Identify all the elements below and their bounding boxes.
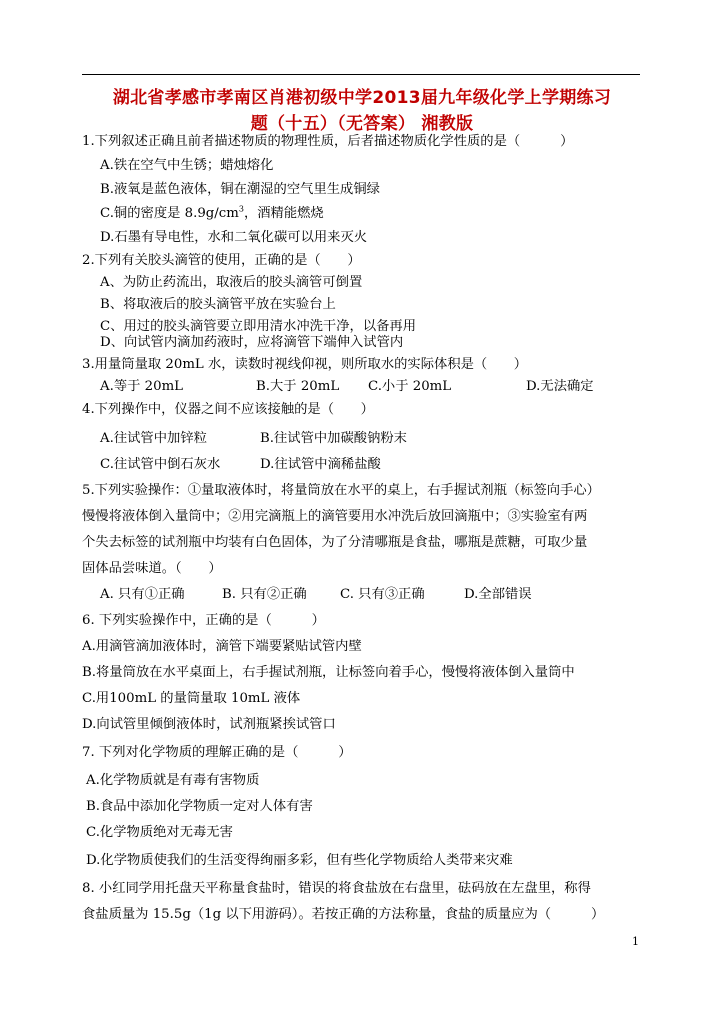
q3-option-b: B.大于 20mL [256,379,340,394]
q3-option-d: D.无法确定 [526,379,594,394]
q6-option-b: B.将量筒放在水平桌面上，右手握试剂瓶，让标签向着手心，慢慢将液体倒入量筒中 [82,665,575,680]
q7-option-d: D.化学物质使我们的生活变得绚丽多彩，但有些化学物质给人类带来灾难 [86,853,513,868]
q1-option-c-post: ，酒精能燃烧 [243,206,324,221]
q1-option-d: D.石墨有导电性，水和二氧化碳可以用来灭火 [100,230,368,245]
q8-line2: 食盐质量为 15.5g（1g 以下用游码）。若按正确的方法称量，食盐的质量应为（ ） [82,907,605,922]
q5-line2: 慢慢将液体倒入量筒中；②用完滴瓶上的滴管要用水冲洗后放回滴瓶中；③实验室有两 [82,509,588,524]
q4-option-b: B.往试管中加碳酸钠粉末 [260,431,407,446]
q2-option-a: A、为防止药流出，取液后的胶头滴管可倒置 [100,275,363,290]
document-title-line2: 题（十五）（无答案） 湘教版 [250,114,474,134]
q3-option-a: A.等于 20mL [100,379,184,394]
q1-stem: 1.下列叙述正确且前者描述物质的物理性质，后者描述物质化学性质的是（ ） [82,134,574,149]
q4-stem: 4.下列操作中，仪器之间不应该接触的是（ ） [82,402,374,417]
q1-option-c-pre: C.铜的密度是 8.9g/cm [100,206,239,221]
q5-line4: 固体品尝味道。（ ） [82,561,222,576]
q2-option-b: B、将取液后的胶头滴管平放在实验台上 [100,297,336,312]
q2-stem: 2.下列有关胶头滴管的使用，正确的是（ ） [82,253,361,268]
q1-option-b: B.液氧是蓝色液体，铜在潮湿的空气里生成铜绿 [100,182,380,197]
q1-option-a: A.铁在空气中生锈；蜡烛熔化 [100,158,274,173]
q5-option-c: C. 只有③正确 [340,587,425,602]
q6-option-c: C.用100mL 的量筒量取 10mL 液体 [82,691,301,706]
q4-option-a: A.往试管中加锌粒 [100,431,207,446]
q1-option-c [100,205,324,223]
q7-stem: 7. 下列对化学物质的理解正确的是（ ） [82,745,352,760]
q7-option-a: A.化学物质就是有毒有害物质 [86,773,260,788]
q5-option-d: D.全部错误 [464,587,532,602]
page-number: 1 [632,935,639,948]
header-rule [82,74,640,75]
q3-stem: 3.用量筒量取 20mL 水，读数时视线仰视，则所取水的实际体积是（ ） [82,357,528,372]
q6-option-d: D.向试管里倾倒液体时，试剂瓶紧挨试管口 [82,717,336,732]
q5-option-b: B. 只有②正确 [222,587,307,602]
q4-option-d: D.往试管中滴稀盐酸 [260,457,381,472]
q1-option-c-sup: 3 [238,204,244,214]
q6-option-a: A.用滴管滴加液体时，滴管下端要紧贴试管内壁 [82,639,362,654]
q2-option-d: D、向试管内滴加药液时，应将滴管下端伸入试管内 [100,335,404,350]
q5-line3: 个失去标签的试剂瓶中均装有白色固体，为了分清哪瓶是食盐，哪瓶是蔗糖，可取少量 [82,535,588,550]
q3-option-c: C.小于 20mL [368,379,452,394]
q5-line1: 5.下列实验操作：①量取液体时，将量筒放在水平的桌上，右手握试剂瓶（标签向手心） [82,483,600,498]
q4-option-c: C.往试管中倒石灰水 [100,457,221,472]
q6-stem: 6. 下列实验操作中，正确的是（ ） [82,613,325,628]
q7-option-b: B.食品中添加化学物质一定对人体有害 [86,799,313,814]
q2-option-c: C、用过的胶头滴管要立即用清水冲洗干净，以备再用 [100,319,417,334]
q8-line1: 8. 小红同学用托盘天平称量食盐时，错误的将食盐放在右盘里，砝码放在左盘里，称得 [82,881,591,896]
q5-option-a: A. 只有①正确 [100,587,185,602]
document-title-line1: 湖北省孝感市孝南区肖港初级中学2013届九年级化学上学期练习 [112,88,612,108]
q7-option-c: C.化学物质绝对无毒无害 [86,825,233,840]
